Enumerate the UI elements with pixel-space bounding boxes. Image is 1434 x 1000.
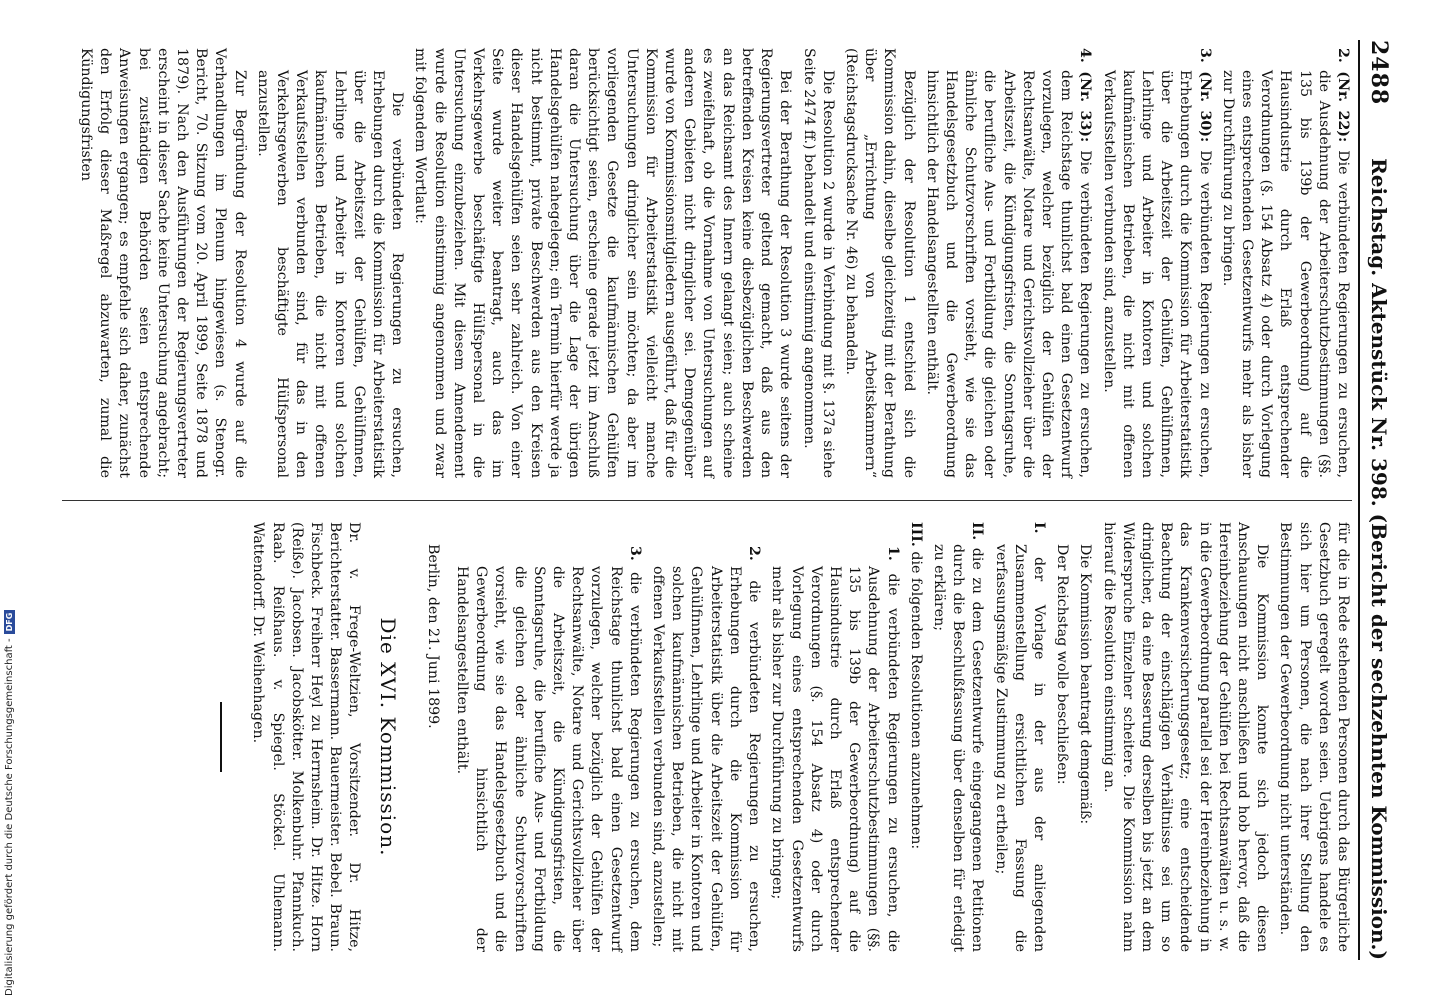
quoted-resolution: Die verbündeten Regierungen zu ersuchen, Erhebungen durch die Kommission für Arbeiterstatistik über die Arbeitszeit der Gehülfen, Gehülfinnen, Lehrlinge und Arbeiter in Kontoren und solchen kaufmännischen Betrieben, die nicht mit offenen Verkaufsstellen verbunden sind, für das in den Verkehrsgewerben beschäftigte Hülfspersonal anzustellen. [254, 70, 406, 478]
resolution-sub-item: 3. die verbündeten Regierungen zu ersuchen, dem Reichstage thunlichst bald einen Gesetzentwurf vorzulegen, welcher bezüglich der Gehülfen der Rechtsanwälte, Notare und Gerichtsvollzieher über die Arbeitszeit, die Kündigungsfristen, die Sonntagsruhe, die berufliche Aus- und Fortbildung die gleichen oder ähnliche Schutzvorschriften vorsieht, wie sie das Handelsgesetzbuch und die Gewerbeordnung hinsichtlich der Handelsangestellten enthält. [454, 546, 643, 952]
dfg-logo-icon: DFG [4, 610, 15, 635]
proposal-item: I. der Vorlage in der aus der anliegenden Zusammenstellung ersichtlichen Fassung die verfassungsmäßige Zustimmung zu ertheilen; [992, 522, 1047, 952]
resolution-sub-item: 1. die verbündeten Regierungen zu ersuchen, die Ausdehnung der Arbeiterschutzbestimmungen (§§. 135 bis 139b der Gewerbeordnung) auf die Hausindustrie durch Erlaß entsprechender Verordnungen (§. 154 Absatz 4) oder durch Vorlegung eines entsprechenden Gesetzentwurfs mehr als bisher zur Durchführung zu bringen; [769, 546, 901, 952]
resolution-item: 2. (Nr. 22): Die verbündeten Regierungen zu ersuchen, die Ausdehnung der Arbeiterschutzbestimmungen (§§. 135 bis 139b der Gewerbeordnung) auf die Hausindustrie durch Erlaß entsprechender Verordnungen (§. 154 Absatz 4) oder durch Vorlegung eines entsprechenden Gesetzentwurfs mehr als bisher zur Durchführung zu bringen. [1219, 48, 1351, 478]
paragraph: Der Reichstag wolle beschließen: [1054, 544, 1071, 785]
end-rule [220, 702, 222, 772]
paragraph: Die Kommission beantragt demgemäß: [1077, 544, 1094, 825]
page-header [1364, 40, 1394, 960]
resolution-item: 4. (Nr. 33): Die verbündeten Regierungen zu ersuchen, dem Reichstage thunlichst bald einen Gesetzentwurf vorzulegen, welcher bezüglich der Gehülfen der Rechtsanwälte, Notare und Gerichtsvollzieher über die Arbeitszeit, die Kündigungsfristen, die Sonntagsruhe, die berufliche Aus- und Fortbildung die gleichen oder ähnliche Schutzvorschriften vorsieht, wie sie das Handelsgesetzbuch und die Gewerbeordnung hinsichtlich der Handelsangestellten enthält. [923, 48, 1094, 478]
page-title: Reichstag. Aktenstück Nr. 398. (Bericht der sechzehnten Kommission.) [1367, 158, 1391, 960]
paragraph: Bezüglich der Resolution 1 entschied sich die Kommission dahin, dieselbe gleichzeitig mit der Berathung über „Errichtung von Arbeitskammern“ (Reichstagsdrucksache Nr. 46) zu behandeln. [842, 48, 917, 478]
paragraph: für die in Rede stehenden Personen durch das Bürgerliche Gesetzbuch geregelt worden seien. Uebrigens handele es sich hier um Personen, die nach ihrer Stellung den Bestimmungen der Gewerbeordnung nicht unterständen. [1277, 522, 1351, 952]
digitization-footer [4, 610, 15, 996]
footer-text: Digitalisierung gefördert durch die Deutsche Forschungsgemeinschaft - [4, 638, 15, 996]
column-separator [62, 500, 1352, 501]
proposal-item: II. die zu dem Gesetzentwurfe eingegangenen Petitionen durch die Beschlußfassung über denselben für erledigt zu erklären; [930, 522, 986, 952]
paragraph: Die Kommission konnte sich jedoch diesen Anschauungen nicht anschließen und hob hervor, daß die Hereinbeziehung der Gehülfen bei Rechtsanwälten u. s. w. in die Gewerbeordnung parallel sei der Hereinbeziehung in das Krankenversicherungsgesetz; eine entscheidende Beachtung der einschlägigen Verhältnisse sei um so dringlicher, da eine Besserung derselben bis jetzt an dem Widerspruche Einzelner scheitere. Die Kommission nahm hierauf die Resolution einstimmig an. [1100, 522, 1271, 952]
commission-title: Die XVI. Kommission. [375, 617, 400, 857]
header-rule [1358, 40, 1360, 960]
paragraph: Die Resolution 2 wurde in Verbindung mit §. 137a siehe Seite 2474 ff.) behandelt und einstimmig angenommen. [800, 48, 836, 478]
paragraph: Zur Begründung der Resolution 4 wurde auf die Verhandlungen im Plenum hingewiesen (s. Stenogr. Bericht, 70. Sitzung vom 20. April 1899, Seite 1878 und 1879). Nach den Ausführungen der Regierungsvertreter erscheint in dieser Sache keine Untersuchung angebracht; bei zuständigen Behörden seien entsprechende Anweisungen ergangen; es empfehle sich daher, zunächst den Erfolg dieser Maßregel abzuwarten, zumal die Kündigungsfristen [78, 48, 248, 478]
commission-members: Dr. v. Frege-Weltzien, Vorsitzender. Dr. Hitze, Berichterstatter. Bassermann. Bauermeister. Bebel. Braun. Fischbeck. Freiherr Heyl zu Herrnsheim. Dr. Hitze. Horn (Reiße). Jacobsen. Jacobskötter. Molkenbuhr. Pfannkuch. Raab. Reißhaus. v. Spiegel. Stöckel. Uhlemann. Wattendorff. Dr. Weihenhagen. [250, 522, 363, 952]
resolution-item: 3. (Nr. 30): Die verbündeten Regierungen zu ersuchen, Erhebungen durch die Kommission für Arbeiterstatistik über die Arbeitszeit der Gehülfen, Gehülfinnen, Lehrlinge und Arbeiter in Kontoren und solchen kaufmännischen Betrieben, die nicht mit offenen Verkaufsstellen verbunden sind, anzustellen. [1100, 48, 1213, 478]
paragraph: Bei der Berathung der Resolution 3 wurde seitens der Regierungsvertreter geltend gemacht, daß aus den betreffenden Kreisen keine diesbezüglichen Beschwerden an das Reichsamt des Innern gelangt seien; auch scheine es zweifelhaft, ob die Vornahme von Untersuchungen auf anderen Gebieten nicht dringlicher sei. Demgegenüber wurde von Kommissionsmitgliedern ausgeführt, daß für die Kommission für Arbeiterstatistik vielleicht manche Untersuchungen dringlicher sein möchten; da aber im vorliegenden Gesetze die kaufmännischen Gehülfen berücksichtigt seien, erscheine gerade jetzt im Anschluß daran die Untersuchung über die Lage der übrigen Handelsgehülfen nahegelegen; ein Termin hierfür werde ja nicht bestimmt, private Beschwerden aus den Kreisen dieser Handelsgehülfen seien sehr zahlreich. Von einer Seite wurde weiter beantragt, auch das im Verkehrsgewerbe beschäftigte Hülfspersonal in die Untersuchung einzubeziehen. Mit diesem Amendement wurde die Resolution einstimmig angenommen und zwar mit folgendem Wortlaut: [412, 48, 794, 478]
left-column [72, 48, 1352, 478]
proposal-item: III. die folgenden Resolutionen anzunehmen: [907, 522, 924, 850]
right-column [220, 522, 1352, 952]
resolution-sub-item: 2. die verbündeten Regierungen zu ersuchen, Erhebungen durch die Kommission für Arbeiterstatistik über die Arbeitszeit der Gehülfen, Gehülfinnen, Lehrlinge und Arbeiter in Kontoren und solchen kaufmännischen Betrieben, die nicht mit offenen Verkaufsstellen verbunden sind, anzustellen; [650, 546, 763, 952]
page-number: 2488 [1366, 40, 1392, 106]
date-line: Berlin, den 21. Juni 1899. [424, 544, 441, 729]
